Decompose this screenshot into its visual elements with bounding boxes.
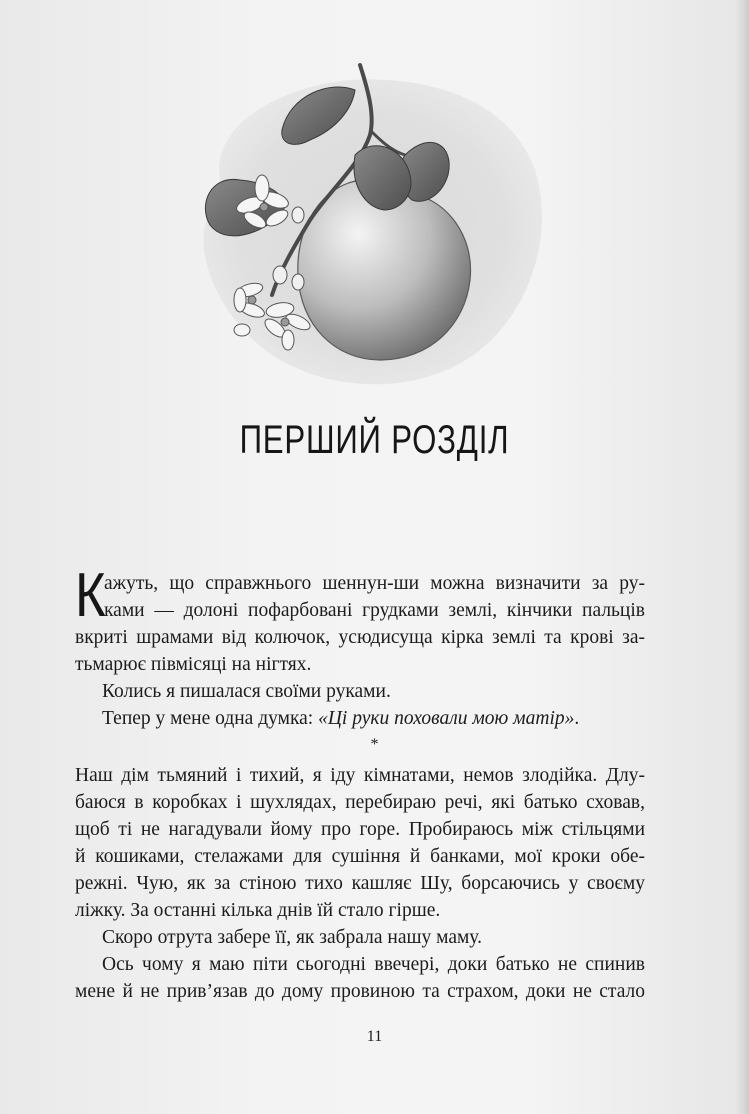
text-line: тьмарює півмісяці на нігтях. xyxy=(75,654,312,675)
text-line: ажуть, що справжнього шеннун-ши можна визначити за ру- xyxy=(104,573,645,594)
drop-cap: К xyxy=(75,561,106,630)
page-number: 11 xyxy=(366,1028,383,1045)
page-edge-shadow xyxy=(735,0,749,1114)
text-line: ліжку. За останні кілька днів їй стало гірше. xyxy=(75,900,441,921)
section-separator: * xyxy=(370,736,379,753)
text-line: щоб ті не нагадували йому про горе. Пробираюсь між стільцями xyxy=(75,819,645,840)
paragraph-line: Колись я пишалася своїми руками. xyxy=(102,681,391,702)
chapter-title: ПЕРШИЙ РОЗДІЛ xyxy=(239,418,510,462)
paragraph-line: Скоро отрута забере її, як забрала нашу маму. xyxy=(102,927,482,948)
pomelo-branch-illustration-icon xyxy=(180,60,560,400)
text-line: режні. Чую, як за стіною тихо кашляє Шу, борсаючись у своєму xyxy=(75,873,645,894)
text-line: вкриті шрамами від колючок, усюдисуща кірка землі та крові за- xyxy=(75,627,645,648)
text-line: й кошиками, стелажами для сушіння й банками, мої кроки обе- xyxy=(75,846,645,867)
text-line: мене й не прив’язав до дому провиною та страхом, доки не стало xyxy=(75,981,645,1002)
text-line: Ось чому я маю піти сьогодні ввечері, доки батько не спинив xyxy=(102,954,645,975)
paragraph-quote-line xyxy=(75,705,645,732)
text-line: Наш дім тьмяний і тихий, я іду кімнатами, немов злодійка. Длу- xyxy=(75,765,645,786)
quote-prefix: Тепер у мене одна думка: xyxy=(102,708,319,729)
quote-suffix: . xyxy=(574,708,580,729)
text-line: баюся в коробках і шухлядах, перебираю речі, які батько сховав, xyxy=(75,792,645,813)
paragraph-opening xyxy=(75,561,645,732)
text-line: ками — долоні пофарбовані грудками землі, кінчики пальців xyxy=(104,600,645,621)
paragraph-second-section xyxy=(75,762,645,1005)
quote-text: «Ці руки поховали мою матір» xyxy=(318,708,575,729)
